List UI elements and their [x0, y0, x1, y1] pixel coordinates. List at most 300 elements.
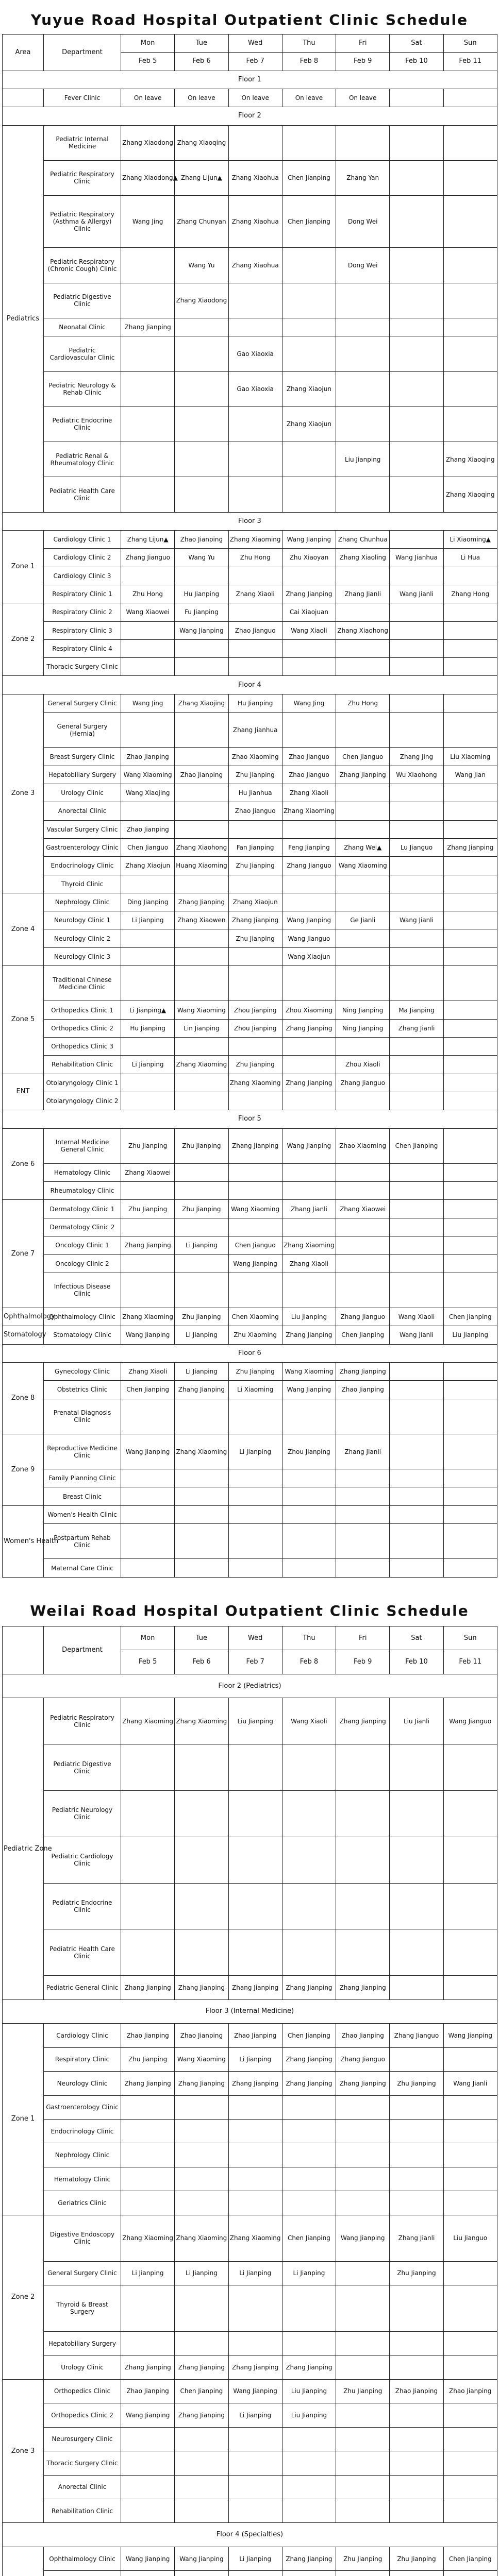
department-cell: Pediatric Internal Medicine [44, 125, 121, 160]
weekday-header: Wed [228, 35, 282, 53]
doctor-cell [121, 1524, 175, 1559]
doctor-cell [175, 1092, 228, 1110]
doctor-cell: Zhu Jianping [228, 766, 282, 784]
floor-label: Floor 4 (Specialties) [3, 2523, 497, 2547]
doctor-cell [228, 603, 282, 621]
doctor-cell: Ma Jianping [390, 1001, 443, 1019]
doctor-cell [336, 2475, 390, 2499]
doctor-cell [443, 1001, 497, 1019]
doctor-cell [228, 477, 282, 512]
schedule-row [3, 567, 497, 585]
doctor-cell: Wang Jianping [175, 621, 228, 639]
doctor-cell: Zhao Jianping [336, 1381, 390, 1399]
doctor-cell [390, 658, 443, 676]
doctor-cell: Zhang Xiaohua [228, 248, 282, 283]
doctor-cell [121, 1074, 175, 1092]
doctor-cell: Zhu Jianping [390, 2261, 443, 2285]
doctor-cell: Zhou Jianping [282, 1434, 336, 1469]
doctor-cell [282, 1883, 336, 1929]
floor-row [3, 1674, 497, 1698]
doctor-cell [121, 283, 175, 318]
doctor-cell [175, 2191, 228, 2215]
doctor-cell: Li Xiaoming [228, 1381, 282, 1399]
doctor-cell: Zhang Jianhua [228, 713, 282, 748]
doctor-cell [390, 89, 443, 107]
area-cell: Ophthalmology [3, 1308, 44, 1326]
doctor-cell [282, 567, 336, 585]
doctor-cell [390, 1559, 443, 1578]
doctor-cell [175, 1399, 228, 1434]
doctor-cell [282, 2475, 336, 2499]
doctor-cell: Zhang Jianguo [336, 1074, 390, 1092]
doctor-cell [390, 371, 443, 406]
department-cell: Pediatric Renal & Rheumatology Clinic [44, 442, 121, 477]
doctor-cell: Zhang Xiaoming [175, 1056, 228, 1074]
department-cell: Nephrology Clinic [44, 893, 121, 911]
department-cell: Reproductive Medicine Clinic [44, 1434, 121, 1469]
schedule-row [3, 1308, 497, 1326]
doctor-cell: Zhang Jianping [282, 2047, 336, 2071]
doctor-cell: Zhu Jianping [228, 1362, 282, 1380]
doctor-cell [282, 1929, 336, 1976]
doctor-cell: Zhang Jianguo [336, 2047, 390, 2071]
date-header: Feb 6 [175, 1650, 228, 1674]
doctor-cell [443, 2261, 497, 2285]
doctor-cell: Zhang Xiaoqing [443, 477, 497, 512]
floor-row [3, 1999, 497, 2023]
doctor-cell: Zhao Jianping [175, 2024, 228, 2047]
doctor-cell [282, 248, 336, 283]
doctor-cell [390, 966, 443, 1001]
doctor-cell: Chen Jianping [282, 2215, 336, 2261]
doctor-cell [121, 567, 175, 585]
doctor-cell [228, 1163, 282, 1181]
doctor-cell [228, 2331, 282, 2355]
doctor-cell: Zhang Jianping [336, 1698, 390, 1744]
doctor-cell: Chen Jianping [443, 1308, 497, 1326]
department-cell: Pediatric Neurology Clinic [44, 1790, 121, 1837]
doctor-cell: Hu Jianping [121, 1019, 175, 1037]
schedule-row [3, 125, 497, 160]
doctor-cell [228, 567, 282, 585]
doctor-cell [228, 1182, 282, 1200]
doctor-cell: Liu Jianping [336, 442, 390, 477]
doctor-cell [443, 248, 497, 283]
doctor-cell [443, 911, 497, 929]
doctor-cell: Zhang Jianping [282, 1019, 336, 1037]
doctor-cell [336, 2571, 390, 2576]
department-cell: Dermatology Clinic 1 [44, 1200, 121, 1218]
department-cell: Otolaryngology Clinic 1 [44, 1074, 121, 1092]
doctor-cell [390, 2047, 443, 2071]
doctor-cell: Wang Jianguo [282, 929, 336, 947]
doctor-cell [175, 318, 228, 336]
floor-label: Floor 2 [3, 107, 497, 125]
schedule-row [3, 1273, 497, 1308]
doctor-cell [121, 1929, 175, 1976]
doctor-cell [282, 2451, 336, 2475]
doctor-cell: Zhang Xiaoqing [175, 125, 228, 160]
doctor-cell: Zhu Jianping [336, 2379, 390, 2403]
doctor-cell: Wang Xiaowei [121, 603, 175, 621]
doctor-cell [390, 2191, 443, 2215]
doctor-cell: Zhang Xiaoming [121, 1698, 175, 1744]
schedule-title: Yuyue Road Hospital Outpatient Clinic Schedule [30, 11, 469, 28]
doctor-cell [443, 125, 497, 160]
doctor-cell [336, 1163, 390, 1181]
schedule-row [3, 2167, 497, 2191]
doctor-cell [443, 1469, 497, 1487]
schedule-row [3, 442, 497, 477]
doctor-cell: Fu Jianping [175, 603, 228, 621]
doctor-cell [443, 603, 497, 621]
schedule-row [3, 1744, 497, 1791]
department-cell: Pediatric Endocrine Clinic [44, 1883, 121, 1929]
doctor-cell [390, 2403, 443, 2427]
doctor-cell: Lin Jianping [175, 1019, 228, 1037]
doctor-cell [175, 2451, 228, 2475]
area-header [3, 1626, 44, 1674]
doctor-cell [121, 713, 175, 748]
header-row [3, 35, 497, 53]
doctor-cell: On leave [175, 89, 228, 107]
area-cell: Zone 4 [3, 893, 44, 965]
doctor-cell: Wang Xiaojing [121, 784, 175, 802]
doctor-cell [282, 336, 336, 371]
doctor-cell: Wang Jianping [121, 1434, 175, 1469]
floor-label: Floor 6 [3, 1344, 497, 1362]
area-cell: Zone 2 [3, 2215, 44, 2379]
doctor-cell [390, 1837, 443, 1883]
header-row [3, 1626, 497, 1650]
doctor-cell [443, 802, 497, 820]
doctor-cell [282, 639, 336, 657]
doctor-cell: Zhang Jianping [175, 1976, 228, 1999]
doctor-cell [228, 2571, 282, 2576]
schedule-row [3, 911, 497, 929]
area-cell: Pediatric Zone [3, 1698, 44, 1999]
doctor-cell [121, 1883, 175, 1929]
doctor-cell [390, 1092, 443, 1110]
doctor-cell: Zhang Xiaoling [336, 549, 390, 567]
date-header: Feb 9 [336, 53, 390, 71]
area-header: Area [3, 35, 44, 71]
doctor-cell: Zhao Jianping [121, 820, 175, 838]
doctor-cell: Zhang Jianping [175, 2355, 228, 2379]
doctor-cell [390, 196, 443, 248]
doctor-cell [390, 1883, 443, 1929]
doctor-cell: Zhang Xiaoming [228, 2215, 282, 2261]
doctor-cell [390, 1976, 443, 1999]
schedule-row [3, 2403, 497, 2427]
doctor-cell [390, 248, 443, 283]
doctor-cell [443, 2167, 497, 2191]
doctor-cell: Wang Yu [175, 549, 228, 567]
doctor-cell [443, 1505, 497, 1523]
doctor-cell [228, 2167, 282, 2191]
doctor-cell: Li Jianping [282, 2261, 336, 2285]
doctor-cell [443, 2355, 497, 2379]
doctor-cell [175, 2143, 228, 2167]
doctor-cell: Wang Jian [443, 766, 497, 784]
doctor-cell [336, 1038, 390, 1056]
doctor-cell [336, 2191, 390, 2215]
doctor-cell [175, 1744, 228, 1791]
doctor-cell [443, 2047, 497, 2071]
doctor-cell: Zhang Jianping [121, 2355, 175, 2379]
doctor-cell [228, 283, 282, 318]
floor-row [3, 512, 497, 530]
schedule-row [3, 2379, 497, 2403]
doctor-cell [282, 125, 336, 160]
schedule-row [3, 2499, 497, 2523]
schedule-row [3, 1362, 497, 1380]
department-cell: Thyroid Clinic [44, 875, 121, 893]
schedule-row [3, 1469, 497, 1487]
department-cell: Respiratory Clinic 2 [44, 603, 121, 621]
doctor-cell [228, 1092, 282, 1110]
floor-label: Floor 1 [3, 71, 497, 89]
doctor-cell [336, 2403, 390, 2427]
doctor-cell [282, 893, 336, 911]
doctor-cell [121, 966, 175, 1001]
doctor-cell [228, 442, 282, 477]
doctor-cell: Zhang Xiaodong▲ [121, 160, 175, 195]
doctor-cell [121, 2095, 175, 2119]
doctor-cell: Zhang Jianping [228, 2355, 282, 2379]
doctor-cell [390, 1487, 443, 1505]
doctor-cell [175, 1163, 228, 1181]
doctor-cell [121, 875, 175, 893]
doctor-cell [175, 820, 228, 838]
doctor-cell [282, 658, 336, 676]
doctor-cell [390, 857, 443, 875]
doctor-cell [336, 1273, 390, 1308]
area-cell: Pediatrics [3, 125, 44, 512]
doctor-cell: Chen Jianping [282, 2024, 336, 2047]
doctor-cell: Zhu Jianping [228, 929, 282, 947]
doctor-cell [443, 318, 497, 336]
schedule-row [3, 2475, 497, 2499]
department-cell: Orthopedics Clinic [44, 2379, 121, 2403]
doctor-cell [121, 621, 175, 639]
doctor-cell [282, 2119, 336, 2143]
doctor-cell: Zhang Xiaohong [175, 838, 228, 856]
doctor-cell [175, 947, 228, 965]
doctor-cell [228, 318, 282, 336]
doctor-cell [175, 1790, 228, 1837]
doctor-cell: Wang Xiaojun [282, 947, 336, 965]
schedule-sheet-yuyue [2, 0, 497, 1580]
doctor-cell [282, 875, 336, 893]
schedule-row [3, 2024, 497, 2047]
schedule-row [3, 318, 497, 336]
doctor-cell [336, 1524, 390, 1559]
doctor-cell [228, 2191, 282, 2215]
schedule-row [3, 748, 497, 766]
doctor-cell [282, 2571, 336, 2576]
doctor-cell [443, 371, 497, 406]
doctor-cell [175, 336, 228, 371]
department-cell: Fever Clinic [44, 89, 121, 107]
doctor-cell [336, 966, 390, 1001]
floor-row [3, 2523, 497, 2547]
doctor-cell: Wang Jianli [390, 585, 443, 603]
doctor-cell: Zhang Jianping [282, 2072, 336, 2095]
doctor-cell [282, 1399, 336, 1434]
doctor-cell [175, 1929, 228, 1976]
department-cell: Rehabilitation Clinic [44, 2499, 121, 2523]
doctor-cell [228, 406, 282, 442]
doctor-cell [390, 318, 443, 336]
doctor-cell [121, 1744, 175, 1791]
doctor-cell [390, 283, 443, 318]
department-cell: Orthopedics Clinic 3 [44, 1038, 121, 1056]
doctor-cell [390, 160, 443, 195]
doctor-cell: Wang Jianping [175, 2547, 228, 2570]
doctor-cell [336, 1255, 390, 1273]
schedule-row [3, 2261, 497, 2285]
doctor-cell: Zhao Jianguo [228, 621, 282, 639]
doctor-cell [390, 2119, 443, 2143]
doctor-cell: Liu Jianguo [443, 2215, 497, 2261]
schedule-row [3, 1883, 497, 1929]
schedule-sheet-weilai [2, 1590, 497, 2576]
date-header: Feb 10 [390, 53, 443, 71]
doctor-cell [228, 2143, 282, 2167]
schedule-row [3, 371, 497, 406]
doctor-cell [443, 2285, 497, 2332]
doctor-cell [175, 658, 228, 676]
doctor-cell [121, 1469, 175, 1487]
doctor-cell: Liu Jianping [282, 2403, 336, 2427]
doctor-cell: Wu Xiaohong [390, 766, 443, 784]
doctor-cell [443, 1929, 497, 1976]
department-cell: Oncology Clinic 2 [44, 1255, 121, 1273]
doctor-cell: Zhang Xiaoming [282, 802, 336, 820]
floor-label: Floor 3 (Internal Medicine) [3, 1999, 497, 2023]
doctor-cell: Wang Jianli [390, 1326, 443, 1344]
doctor-cell [443, 2095, 497, 2119]
doctor-cell: Wang Jing [282, 694, 336, 712]
doctor-cell [175, 2331, 228, 2355]
schedule-row [3, 2191, 497, 2215]
doctor-cell [175, 1524, 228, 1559]
doctor-cell [121, 2191, 175, 2215]
doctor-cell [121, 2143, 175, 2167]
doctor-cell: Liu Jianping [443, 1326, 497, 1344]
department-cell: Neurology Clinic [44, 2072, 121, 2095]
doctor-cell [390, 2499, 443, 2523]
schedule-row [3, 1056, 497, 1074]
doctor-cell: Zhang Jianguo [336, 1308, 390, 1326]
date-header: Feb 5 [121, 1650, 175, 1674]
doctor-cell [282, 1744, 336, 1791]
doctor-cell [121, 2119, 175, 2143]
doctor-cell [282, 1056, 336, 1074]
doctor-cell: Chen Jianping [390, 1128, 443, 1163]
department-cell: Digestive Endoscopy Clinic [44, 2215, 121, 2261]
doctor-cell [282, 2095, 336, 2119]
doctor-cell: Lu Jianguo [390, 838, 443, 856]
schedule-row [3, 196, 497, 248]
schedule-row [3, 549, 497, 567]
doctor-cell: Zhang Xiaodong [175, 283, 228, 318]
doctor-cell: Zhang Xiaoli [121, 1362, 175, 1380]
schedule-row [3, 929, 497, 947]
doctor-cell: Zhang Xiaojun [282, 371, 336, 406]
department-cell: Orthopedics Clinic 2 [44, 1019, 121, 1037]
doctor-cell [121, 2331, 175, 2355]
doctor-cell [443, 1744, 497, 1791]
doctor-cell [336, 336, 390, 371]
schedule-row [3, 802, 497, 820]
doctor-cell [282, 966, 336, 1001]
doctor-cell [443, 1182, 497, 1200]
doctor-cell: Zhao Jianping [121, 748, 175, 766]
doctor-cell [336, 2261, 390, 2285]
doctor-cell: Wang Yu [175, 248, 228, 283]
doctor-cell [390, 1505, 443, 1523]
department-cell: Pediatric Respiratory Clinic [44, 160, 121, 195]
doctor-cell [390, 2331, 443, 2355]
doctor-cell [443, 567, 497, 585]
doctor-cell [336, 406, 390, 442]
doctor-cell: Zhang Jianping [228, 911, 282, 929]
doctor-cell [443, 2451, 497, 2475]
department-cell: Obstetrics Clinic [44, 1381, 121, 1399]
doctor-cell [336, 1487, 390, 1505]
doctor-cell: Wang Jianping [121, 1326, 175, 1344]
doctor-cell: Zhu Jianping [121, 1200, 175, 1218]
doctor-cell [336, 477, 390, 512]
doctor-cell: Zhang Jianping [175, 2072, 228, 2095]
doctor-cell [336, 875, 390, 893]
doctor-cell [121, 248, 175, 283]
doctor-cell: Zhang Jianping [121, 1236, 175, 1255]
doctor-cell: Chen Jianguo [228, 1236, 282, 1255]
doctor-cell: Zhao Jianguo [282, 766, 336, 784]
doctor-cell: Zhao Jianping [443, 2379, 497, 2403]
doctor-cell: Li Jianping [228, 2047, 282, 2071]
doctor-cell: Wang Jianli [443, 2072, 497, 2095]
schedule-row [3, 89, 497, 107]
department-cell: Stomatology Clinic [44, 1326, 121, 1344]
department-cell: Pediatric Health Care Clinic [44, 1929, 121, 1976]
doctor-cell [336, 639, 390, 657]
doctor-cell [121, 1038, 175, 1056]
doctor-cell: Zhang Jing [390, 748, 443, 766]
doctor-cell [175, 2475, 228, 2499]
department-cell: Neurology Clinic 3 [44, 947, 121, 965]
doctor-cell [175, 875, 228, 893]
doctor-cell [443, 875, 497, 893]
department-cell: General Surgery Clinic [44, 2261, 121, 2285]
doctor-cell [390, 621, 443, 639]
doctor-cell: Zhu Jianping [175, 1200, 228, 1218]
doctor-cell: Wang Jianping [282, 1128, 336, 1163]
doctor-cell [443, 1056, 497, 1074]
doctor-cell: Huang Xiaoming [175, 857, 228, 875]
doctor-cell: Zhang Hong [443, 585, 497, 603]
doctor-cell [121, 1255, 175, 1273]
weekday-header: Mon [121, 35, 175, 53]
doctor-cell [443, 1273, 497, 1308]
doctor-cell [121, 1837, 175, 1883]
department-cell: Traditional Chinese Medicine Clinic [44, 966, 121, 1001]
doctor-cell: Wang Xiaoming [175, 1001, 228, 1019]
doctor-cell [390, 1163, 443, 1181]
